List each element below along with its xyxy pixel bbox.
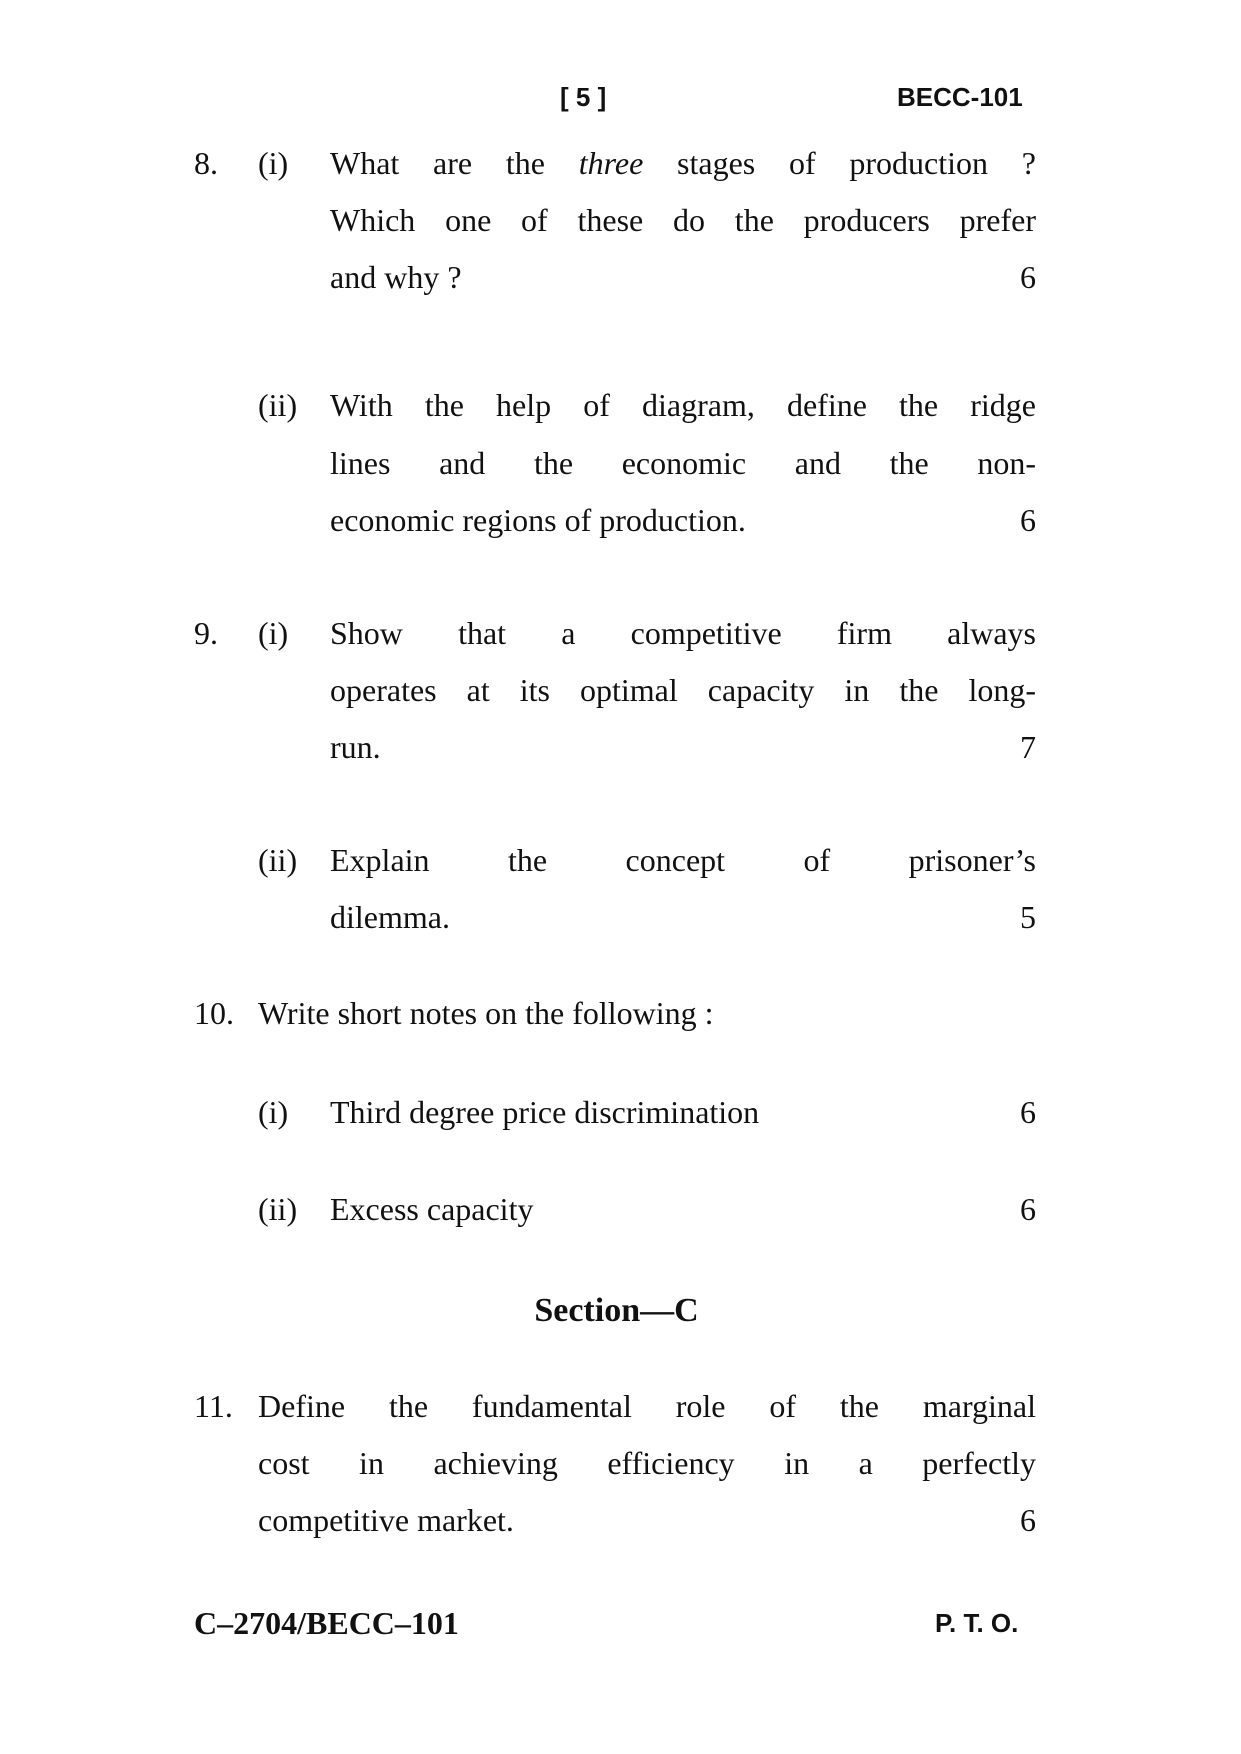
- question-line: Excess capacity: [330, 1191, 534, 1227]
- part-label: (i): [258, 615, 289, 651]
- question-line: Define the fundamental role of the marginal: [258, 1388, 1036, 1424]
- question-line: run.: [330, 729, 381, 765]
- part-label: (i): [258, 145, 289, 181]
- question-line: and why ?: [330, 259, 462, 295]
- question-line: What are the three stages of production ?: [330, 145, 1037, 181]
- question-line: economic regions of production.: [330, 502, 746, 538]
- footer-code: C–2704/BECC–101: [194, 1605, 459, 1641]
- question-line: Show that a competitive firm always: [330, 615, 1036, 651]
- question-line: Which one of these do the producers prefer: [330, 202, 1036, 238]
- question-line: Explain the concept of prisoner’s: [330, 842, 1036, 878]
- question-line: cost in achieving efficiency in a perfectly: [258, 1445, 1036, 1481]
- question-line: competitive market.: [258, 1502, 514, 1538]
- part-label: (ii): [258, 842, 298, 878]
- marks: 6: [1020, 259, 1036, 295]
- question-line: dilemma.: [330, 899, 450, 935]
- part-label: (ii): [258, 1191, 298, 1227]
- marks: 6: [1020, 1191, 1036, 1227]
- marks: 7: [1020, 729, 1036, 765]
- section-heading: Section—C: [534, 1292, 699, 1329]
- marks: 6: [1020, 1502, 1036, 1538]
- pto-label: P. T. O.: [935, 1608, 1019, 1638]
- marks: 6: [1020, 502, 1036, 538]
- question-line: lines and the economic and the non-: [330, 445, 1036, 481]
- question-line: operates at its optimal capacity in the long-: [330, 672, 1036, 708]
- question-line: With the help of diagram, define the ridge: [330, 387, 1036, 423]
- paper-code: BECC-101: [897, 82, 1023, 112]
- question-number: 11.: [194, 1388, 233, 1424]
- question-number: 9.: [194, 615, 218, 651]
- question-text: Write short notes on the following :: [258, 995, 714, 1031]
- marks: 5: [1020, 899, 1036, 935]
- part-label: (i): [258, 1094, 289, 1130]
- question-line: Third degree price discrimination: [330, 1094, 760, 1130]
- question-number: 8.: [194, 145, 218, 181]
- part-label: (ii): [258, 387, 298, 423]
- marks: 6: [1020, 1094, 1036, 1130]
- question-number: 10.: [194, 995, 234, 1031]
- page-number: [ 5 ]: [560, 82, 607, 112]
